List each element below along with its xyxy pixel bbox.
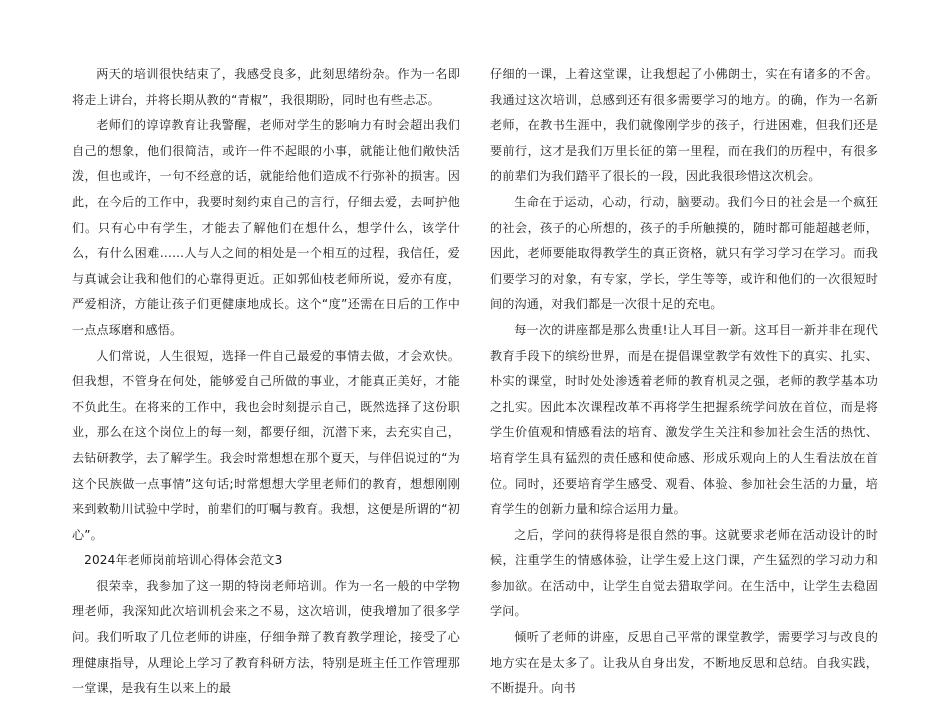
left-column (72, 62, 460, 702)
paragraph: 人们常说，人生很短，选择一件自己最爱的事情去做，才会欢快。但我想，不管身在何处，能够爱自己所做的事业，才能真正美好，才能不负此生。在将来的工作中，我也会时刻提示自己，既然选择了这份职业，那么在这个岗位上的每一刻，都要仔细，沉潜下来，去充实自己，去钻研教学，去了解学生。我会时常想想在那个夏天，与伴侣说过的“为这个民族做一点事情”这句话;时常想想大学里老师们的教育，想想刚刚来到敕勒川试验中学时，前辈们的叮嘱与教育。我想，这便是所谓的“初心”。 (72, 348, 460, 542)
right-column (490, 62, 878, 702)
paragraph: 很荣幸，我参加了这一期的特岗老师培训。作为一名一般的中学物理老师，我深知此次培训机会来之不易，这次培训，使我增加了很多学问。我们听取了几位老师的讲座，仔细争辩了教育教学理论，接受了心理健康指导，从理论上学习了教育科研方法，特别是班主任工作管理那一堂课，是我有生以来上的最 (72, 578, 460, 696)
paragraph-continuation: 仔细的一课，上着这堂课，让我想起了小佛朗士，实在有诸多的不舍。我通过这次培训，总感到还有很多需要学习的地方。的确，作为一名新老师，在教书生涯中，我们就像刚学步的孩子，行进困难，但我们还是要前行，这才是我们万里长征的第一里程，而在我们的历程中，有很多的前辈们为我们踏平了很长的一段，因此我很珍惜这次机会。 (490, 67, 878, 184)
paragraph: 之后，学问的获得将是很自然的事。这就要求老师在活动设计的时候，注重学生的情感体验，让学生爱上这门课，产生猛烈的学习动力和参加欲。在活动中，让学生自觉去猎取学问。在生活中，让学生去稳固学问。 (490, 527, 878, 619)
paragraph: 倾听了老师的讲座，反思自己平常的课堂教学，需要学习与改良的地方实在是太多了。让我从自身出发，不断地反思和总结。自我实践，不断提升。向书 (490, 630, 878, 696)
paragraph: 每一次的讲座都是那么贵重!让人耳目一新。这耳目一新并非在现代教育手段下的缤纷世界，而是在提倡课堂教学有效性下的真实、扎实、朴实的课堂，时时处处渗透着老师的教育机灵之强，老师的教学基本功之扎实。因此本次课程改革不再将学生把握系统学问放在首位，而是将学生价值观和情感看法的培育、激发学生关注和参加社会生活的热忱、培育学生具有猛烈的责任感和使命感、形成乐观向上的人生看法放在首位。同时，还要培育学生感受、观看、体验、参加社会生活的力量，培育学生的创新力量和综合运用力量。 (490, 322, 878, 517)
section-heading: 2024年老师岗前培训心得体会范文3 (84, 553, 283, 568)
paragraph: 老师们的谆谆教育让我警醒，老师对学生的影响力有时会超出我们自己的想象，他们很简洁，或许一件不起眼的小事，就能让他们敞快活泼，但也或许，一句不经意的话，就能给他们造成不行弥补的损害。因此，在今后的工作中，我要时刻约束自己的言行，仔细去爱，去呵护他们。只有心中有学生，才能去了解他们在想什么，想学什么，该学什么，有什么困难……人与人之间的相处是一个相互的过程，我信任，爱与真诚会让我和他们的心靠得更近。正如郭仙枝老师所说，爱亦有度，严爱相济，方能让孩子们更健康地成长。这个“度”还需在日后的工作中一点点琢磨和感悟。 (72, 118, 460, 337)
paragraph: 两天的培训很快结束了，我感受良多，此刻思绪纷杂。作为一名即将走上讲台，并将长期从教的“青椒”，我很期盼，同时也有些忐忑。 (72, 67, 460, 107)
paragraph: 生命在于运动，心动，行动，脑要动。我们今日的社会是一个疯狂的社会，孩子的心所想的，孩子的手所触摸的，随时都可能超越老师，因此，老师要能取得教学生的真正资格，就只有学习学习在学习。而我们要学习的对象，有专家，学长，学生等等，或许和他们的一次很短时间的沟通，对我们都是一次很十足的充电。 (490, 194, 878, 312)
